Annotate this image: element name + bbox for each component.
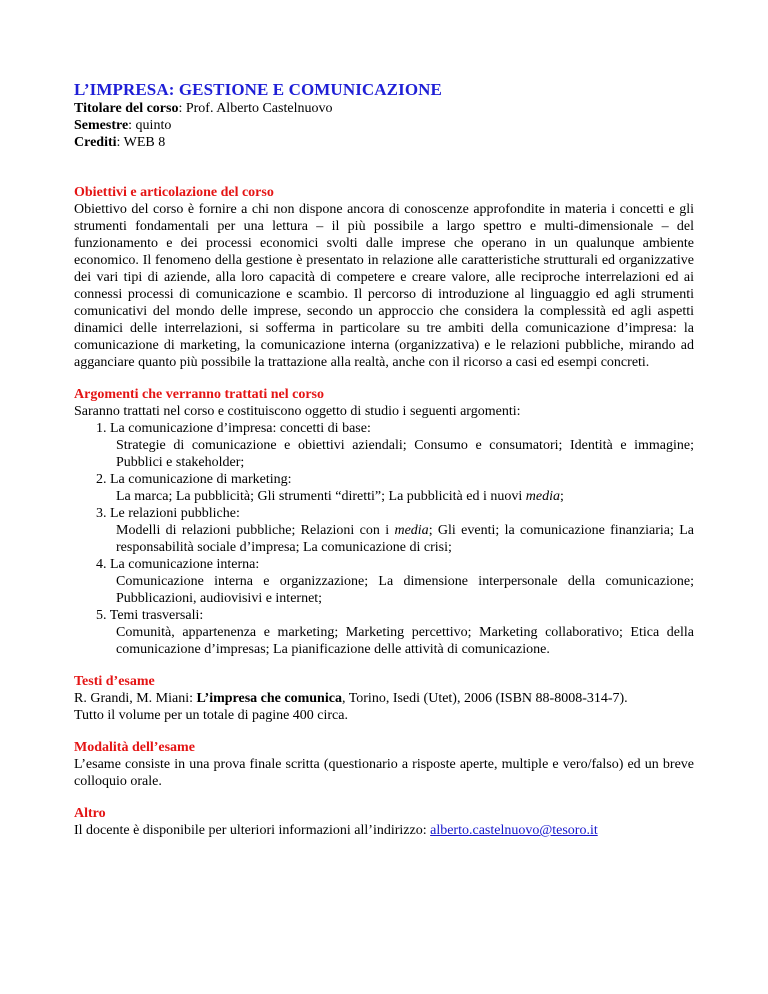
spacer: [74, 658, 694, 673]
email-link[interactable]: alberto.castelnuovo@tesoro.it: [430, 823, 598, 838]
modalita-text: L’esame consiste in una prova finale scritta (questionario a risposte aperte, multiple e vero/falso) ed un breve colloquio orale.: [74, 757, 694, 789]
spacer: [74, 790, 694, 805]
topic-item: [74, 607, 694, 658]
topics-list: [74, 420, 694, 658]
topic-body-text: ;: [559, 489, 564, 504]
book-publisher: , Torino, Isedi (Utet), 2006 (ISBN 88-8008-314-7).: [341, 691, 628, 706]
book-authors: R. Grandi, M. Miani:: [74, 691, 197, 706]
altro-text: [74, 822, 694, 839]
topic-label: 5. Temi trasversali:: [96, 608, 204, 623]
semestre-line: [74, 117, 694, 134]
topic-body: Comunità, appartenenza e marketing; Marketing percettivo; Marketing collaborativo; Etica della comunicazione d’impresas; La pianificazione delle attività di comunicazione.: [116, 625, 694, 657]
crediti-label: Crediti: [74, 135, 117, 150]
topic-label: 3. Le relazioni pubbliche:: [96, 506, 240, 521]
spacer: [74, 371, 694, 386]
course-title: L’IMPRESA: GESTIONE E COMUNICAZIONE: [74, 80, 442, 99]
crediti-value: : WEB 8: [116, 135, 166, 150]
topic-item: [74, 471, 694, 505]
section-modalita: [74, 739, 694, 790]
section-altro: [74, 805, 694, 839]
topic-label: 4. La comunicazione interna:: [96, 557, 260, 572]
topic-item: [74, 505, 694, 556]
testi-note: Tutto il volume per un totale di pagine 400 circa.: [74, 708, 348, 723]
topic-body: [74, 488, 694, 505]
semestre-value: : quinto: [128, 118, 172, 133]
syllabus-page: [74, 80, 694, 839]
argomenti-heading: Argomenti che verranno trattati nel corso: [74, 387, 324, 402]
topic-body-emphasis: media: [394, 523, 429, 538]
spacer: [74, 724, 694, 739]
titolare-label: Titolare del corso: [74, 101, 179, 116]
course-meta: [74, 100, 694, 151]
section-argomenti: [74, 386, 694, 658]
obiettivi-heading: Obiettivi e articolazione del corso: [74, 185, 274, 200]
spacer: [74, 151, 694, 184]
topic-body-text: Modelli di relazioni pubbliche; Relazioni con i: [116, 523, 395, 538]
testi-reference: [74, 690, 694, 707]
topic-item: [74, 556, 694, 607]
titolare-value: : Prof. Alberto Castelnuovo: [178, 101, 333, 116]
crediti-line: [74, 134, 694, 151]
topic-label: 2. La comunicazione di marketing:: [96, 472, 292, 487]
topic-body: [74, 522, 694, 556]
book-title: L’impresa che comunica: [196, 691, 342, 706]
semestre-label: Semestre: [74, 118, 129, 133]
modalita-heading: Modalità dell’esame: [74, 740, 195, 755]
topic-item: [74, 420, 694, 471]
altro-text-body: Il docente è disponibile per ulteriori informazioni all’indirizzo:: [74, 823, 431, 838]
obiettivi-text: Obiettivo del corso è fornire a chi non dispone ancora di conoscenze approfondite in materia i concetti e gli strumenti fondamentali per una lettura – il più possibile a largo spettro e multi-dimensionale – del funzionamento e dei processi economici svolti dalle imprese che operano in un qualunque ambiente economico. Il fenomeno della gestione è presentato in relazione alle caratteristiche strutturali ed organizzative dei vari tipi di aziende, alla loro capacità di competere e creare valore, alle reciproche interrelazioni ed ai connessi processi di comunicazione e scambio. Il percorso di introduzione al linguaggio ed agli strumenti comunicativi del mondo delle imprese, secondo un approccio che considera la complessità ed agli aspetti dinamici delle interrelazioni, si sofferma in particolare su tre ambiti della comunicazione d’impresa: la comunicazione di marketing, la comunicazione interna (organizzativa) e le relazioni pubbliche, mirando ad agganciare quanto più possibile la trattazione alla realtà, anche con il ricorso a casi ed esempi concreti.: [74, 202, 694, 370]
titolare-line: [74, 100, 694, 117]
section-testi: [74, 673, 694, 724]
section-obiettivi: [74, 184, 694, 371]
topic-body-emphasis: media: [525, 489, 560, 504]
topic-body: Strategie di comunicazione e obiettivi aziendali; Consumo e consumatori; Identità e immagine; Pubblici e stakeholder;: [116, 438, 694, 470]
argomenti-intro: Saranno trattati nel corso e costituiscono oggetto di studio i seguenti argomenti:: [74, 404, 521, 419]
topic-label: 1. La comunicazione d’impresa: concetti di base:: [96, 421, 371, 436]
topic-body-text: ; Gli eventi; la comunicazione finanziaria; La responsabilità sociale d’impresa; La comunicazione di crisi;: [116, 523, 694, 555]
topic-body-text: La marca; La pubblicità; Gli strumenti “diretti”; La pubblicità ed i nuovi: [116, 489, 526, 504]
testi-heading: Testi d’esame: [74, 674, 155, 689]
topic-body: Comunicazione interna e organizzazione; La dimensione interpersonale della comunicazione; Pubblicazioni, audiovisivi e internet;: [116, 574, 694, 606]
altro-heading: Altro: [74, 806, 106, 821]
